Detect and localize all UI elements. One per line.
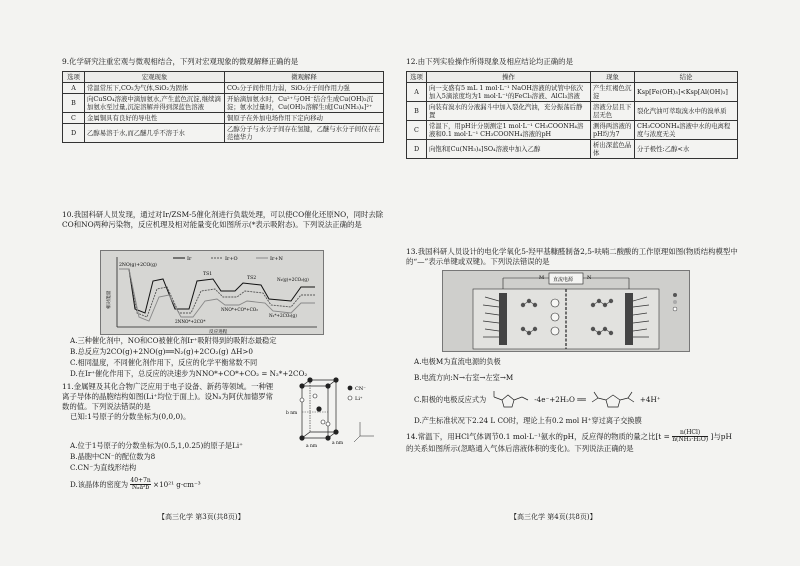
x-axis-label: 反应进程 [209,330,228,334]
table-cell: 常温下，用pH计分别测定1 mol·L⁻¹ CH₃COONH₄溶液和0.1 mol·L⁻¹ CH₃COONH₄溶液的pH [427,121,591,140]
table-cell: CH₃COONH₄溶液中水的电离程度与浓度无关 [635,121,738,140]
table-header: 现象 [591,72,635,83]
question-13 [406,247,738,267]
table-cell: B [63,94,85,113]
li-ion [313,394,317,398]
proton-marker [551,299,559,307]
fraction-numerator: 40+7n [130,477,151,484]
table-row [407,121,738,140]
table-header: 结论 [635,72,738,83]
q11-option-d [70,478,384,492]
q13-option-c-middle: -4e⁻+2H₂O ══ [534,395,586,405]
table-header: 宏观现象 [85,72,225,83]
question-10 [62,210,384,230]
table-cell: 常温常压下,CO₂为气体,SiO₂为固体 [85,83,225,94]
question-9 [62,57,384,143]
q11-option-d-prefix: D.该晶体的密度为 [70,479,129,489]
q13-stem: 13.我国科研人员设计的电化学氧化5-羟甲基糠醛制备2,5-呋喃二酸酸的工作原理如图(物质结构模型中的“—”表示单键或双键)。下列说法错误的是 [406,247,738,267]
q10-option-b: B.总反应为2CO(g)+2NO(g)══N₂(g)+2CO₂(g) ΔH>0 [70,347,253,356]
proton-marker [551,313,559,321]
q12-table [406,71,738,159]
q13-option-c-prefix: C.阳极的电极反应式为 [414,395,487,405]
table-header: 选项 [407,72,427,83]
table-cell: 向CuSO₄溶液中滴加氨水,产生蓝色沉淀,继续滴加氨水至过量,沉淀溶解并得到深蓝色溶液 [85,94,225,113]
energy-profile-svg [101,251,323,334]
q10-option-a: A.三种催化剂中，NO和CO被催化剂Ir⁺吸附得到的吸附态最稳定 [70,336,277,345]
q13-option-a: A.电极M为直流电源的负极 [414,357,501,366]
q10-stem: 10.我国科研人员发现，通过对Ir/ZSM-5催化剂进行负载处理，可以使CO催化还原NO，同时去除CO和NO两种污染物，反应机理及相对能量变化如图所示(*表示吸附态)。下列说法正确的是 [62,210,384,230]
table-cell: 分子极性:乙醇<水 [635,140,738,159]
power-source-label: 直流电源 [553,277,574,283]
electrolysis-cell-figure [442,270,690,352]
q11-known: 已知:1号原子的分数坐标为(0,0,0)。 [70,412,191,422]
dimension-label: b nm [286,411,298,416]
cn-ion [333,377,338,382]
table-cell: C [407,121,427,140]
state-label: 2NO(g)+2CO(g) [119,263,157,268]
state-label: N₂(g)+2CO₂(g) [277,277,309,282]
cn-ion [325,383,330,388]
state-label: TS1 [203,272,213,277]
q14-stem-part-1: 14.常温下，用HCl气体调节0.1 mol·L⁻¹氨水的pH，反应得的物质的量之比[t = [406,431,670,441]
q13-option-b: B.电流方向:N→右室→左室→M [414,373,514,382]
table-header-row [63,72,384,83]
q12-stem: 12.由下列实验操作所得现象及相应结论均正确的是 [406,57,573,66]
legend-label: Ir+N [270,256,283,262]
table-row [407,140,738,159]
fraction-numerator: n(HCl) [672,430,708,437]
cn-ion [333,429,338,434]
table-cell: 析出深蓝色晶体 [591,140,635,159]
state-label: 2NNO*+2CO* [175,319,206,324]
state-label: N₂*+2CO₂(g) [269,313,297,318]
table-cell: B [407,102,427,121]
table-row [63,124,384,143]
table-cell: 开始滴加氨水时，Cu²⁺与OH⁻结合生成Cu(OH)₂沉淀；氨水过量时，Cu(OH)₂溶解生成[Cu(NH₃)₄]²⁺ [225,94,384,113]
table-cell: 向装有溴水的分液漏斗中加入裂化汽油，充分振荡后静置 [427,102,591,121]
cn-ion [325,435,330,440]
q9-stem: 9.化学研究注重宏观与微观相结合，下列对宏观现象的微观解释正确的是 [62,57,299,66]
hmf-structure-icon [488,388,532,412]
table-row [63,94,384,113]
q11-option-a: A.位于1号原子的分数坐标为(0.5,1,0.25)的原子是Li⁺ [70,441,243,450]
cn-ion [307,377,312,382]
footer-left: 【高三化学 第3页(共8页)】 [158,513,245,521]
cn-ion [299,383,304,388]
legend-cn-marker [348,386,353,391]
q13-option-c [414,388,738,412]
q11-option-b: B.晶胞中CN⁻的配位数为8 [70,452,156,461]
table-header: 操作 [427,72,591,83]
crystal-cell-svg [284,374,384,450]
proton-marker [551,327,559,335]
footer-right: 【高三化学 第4页(共8页)】 [510,513,597,521]
electrolysis-cell-svg [443,271,689,351]
state-label: TS2 [247,276,257,281]
q14-stem [406,430,738,454]
table-cell: 向一支盛有5 mL 1 mol·L⁻¹ NaOH溶液的试管中依次加入5滴浓度均为1 mol·L⁻¹的FeCl₃溶液、AlCl₃溶液 [427,83,591,102]
table-cell: CO₂分子间作用力弱，SiO₂分子间作用力强 [225,83,384,94]
legend-label: Li⁺ [355,396,363,402]
question-12 [406,57,738,159]
table-cell: 向饱和[Cu(NH₃)₄]SO₄溶液中加入乙醇 [427,140,591,159]
crystal-cell-figure [284,374,384,450]
dimension-label: a nm [306,444,318,449]
y-axis-label: 相对能量 [107,290,112,309]
q10-option-d: D.在Ir⁺催化作用下，总反应的决速步为NNO*+CO*+CO₂ = N₂*+2CO₂ [70,369,308,378]
electrode-m-label: M [539,275,545,281]
li-ion [321,420,325,424]
question-11 [62,382,280,422]
fraction-denominator: n(NH₃·H₂O) [672,436,709,444]
electrode-left [499,293,507,345]
table-cell: 铜原子在外加电场作用下定向移动 [225,113,384,124]
table-row [407,83,738,102]
table-cell: 产生红褐色沉淀 [591,83,635,102]
table-header: 选项 [63,72,85,83]
q13-option-c-suffix: +4H⁺ [639,395,661,405]
table-header: 微观解释 [225,72,384,83]
q14-stem-part-2: ]与pH的关系如图所示(忽略通入气体后溶液体积的变化)。下列说法正确的是 [406,431,732,453]
table-cell: C [63,113,85,124]
table-row [63,113,384,124]
table-cell: 乙醇易溶于水,而乙醚几乎不溶于水 [85,124,225,143]
legend-li-marker [348,396,352,400]
table-row [407,102,738,121]
cn-ion [316,406,321,411]
state-label: NNO*+CO*+CO₂ [221,307,258,312]
table-row [63,83,384,94]
q11-stem: 11.金属锂及其化合物广泛应用于电子设备、新药等领域。一种锂离子导体的晶胞结构如图(Li⁺均位于面上)。设Nₐ为阿伏加德罗常数的值。下列说法错误的是 [62,382,274,412]
table-header-row [407,72,738,83]
legend-label: Ir [187,256,192,262]
q13-option-d: D.产生标准状况下2.24 L CO时，理论上有0.2 mol H⁺穿过离子交换膜 [414,416,642,425]
legend-label: CN⁻ [355,386,366,392]
legend-label: Ir+O [225,256,238,262]
dimension-label: a nm [332,441,344,446]
density-fraction [130,478,150,492]
table-cell: Ksp[Fe(OH)₃]<Ksp[Al(OH)₃] [635,83,738,102]
fdca-structure-icon [588,388,638,412]
table-cell: D [63,124,85,143]
electrode-right [625,293,633,345]
q10-option-c: C.相同温度，不同催化剂作用下，反应的化学平衡常数不同 [70,358,258,367]
table-cell: 乙醇分子与水分子间存在氢键，乙醚与水分子间仅存在范德华力 [225,124,384,143]
cn-ion [299,435,304,440]
table-cell: 测得两溶液的pH均为7 [591,121,635,140]
li-ion [326,422,330,426]
table-cell: A [63,83,85,94]
table-cell: 裂化汽油可萃取溴水中的溴单质 [635,102,738,121]
q11-option-d-suffix: ×10²¹ g·cm⁻³ [153,479,201,489]
q9-table [62,71,384,143]
table-cell: A [407,83,427,102]
fraction-denominator: Nₐa²b [131,484,150,492]
energy-profile-figure [100,250,324,335]
q11-option-c: C.CN⁻为直线形结构 [70,463,137,472]
table-cell: D [407,140,427,159]
table-cell: 金属铜具有良好的导电性 [85,113,225,124]
li-ion [300,398,304,402]
table-cell: 溶液分层且下层无色 [591,102,635,121]
electrode-n-label: N [587,275,592,281]
ratio-fraction [672,430,708,444]
question-14 [406,430,738,454]
